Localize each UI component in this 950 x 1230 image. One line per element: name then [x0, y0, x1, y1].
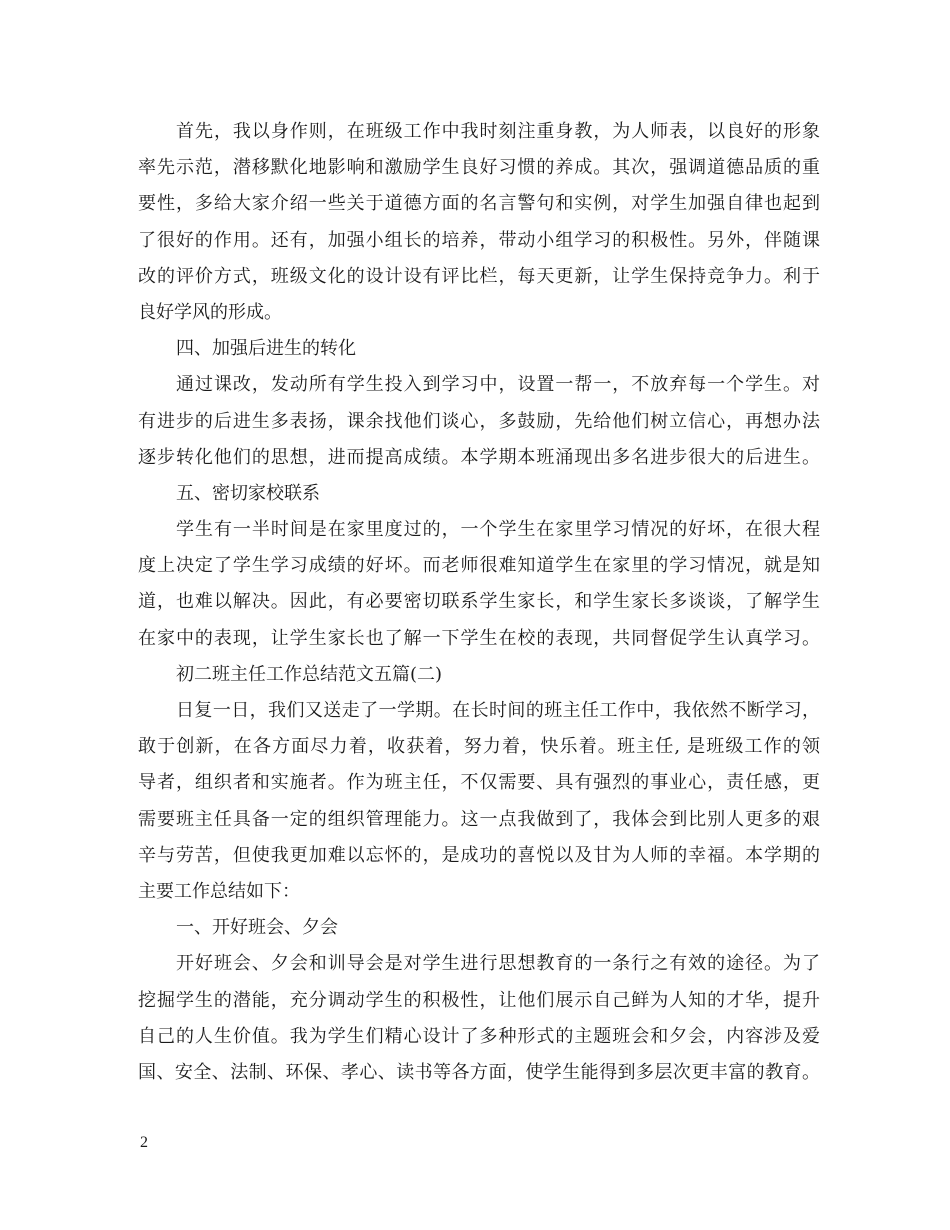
document-body — [138, 114, 820, 1091]
text-line: 改的评价方式，班级文化的设计设有评比栏，每天更新，让学生保持竞争力。利于 — [138, 265, 820, 287]
text-line: 国、安全、法制、环保、孝心、读书等各方面，使学生能得到多层次更丰富的教育。 — [138, 1061, 820, 1083]
text-line: 道，也难以解决。因此，有必要密切联系学生家长，和学生家长多谈谈，了解学生 — [138, 591, 820, 613]
text-line: 要性，多给大家介绍一些关于道德方面的名言警句和实例，对学生加强自律也起到 — [138, 193, 820, 215]
text-line: 自己的人生价值。我为学生们精心设计了多种形式的主题班会和夕会，内容涉及爱 — [138, 1025, 820, 1047]
text-line: 初二班主任工作总结范文五篇(二) — [176, 663, 443, 685]
text-line: 首先，我以身作则，在班级工作中我时刻注重身教，为人师表，以良好的形象 — [176, 121, 820, 142]
text-line: 日复一日，我们又送走了一学期。在长时间的班主任工作中，我依然不断学习， — [176, 700, 820, 721]
text-line: 了很好的作用。还有，加强小组长的培养，带动小组学习的积极性。另外，伴随课 — [138, 229, 820, 251]
text-line: 逐步转化他们的思想，进而提高成绩。本学期本班涌现出多名进步很大的后进生。 — [138, 446, 820, 468]
text-line: 敢于创新，在各方面尽力着，收获着，努力着，快乐着。班主任, 是班级工作的领 — [138, 736, 820, 758]
page-number: 2 — [140, 1134, 148, 1151]
text-line: 良好学风的形成。 — [138, 301, 282, 323]
text-line: 学生有一半时间是在家里度过的，一个学生在家里学习情况的好坏，在很大程 — [176, 519, 820, 541]
text-line: 有进步的后进生多表扬，课余找他们谈心，多鼓励，先给他们树立信心，再想办法 — [138, 410, 820, 432]
text-line: 在家中的表现，让学生家长也了解一下学生在校的表现，共同督促学生认真学习。 — [138, 627, 820, 649]
text-line: 五、密切家校联系 — [176, 482, 320, 504]
text-line: 通过课改，发动所有学生投入到学习中，设置一帮一，不放弃每一个学生。对 — [176, 374, 820, 396]
text-line: 辛与劳苦，但使我更加难以忘怀的，是成功的喜悦以及甘为人师的幸福。本学期的 — [138, 844, 820, 866]
text-line: 需要班主任具备一定的组织管理能力。这一点我做到了，我体会到比别人更多的艰 — [138, 808, 820, 830]
text-line: 四、加强后进生的转化 — [176, 338, 356, 360]
text-line: 一、开好班会、夕会 — [176, 917, 338, 939]
text-line: 挖掘学生的潜能，充分调动学生的积极性，让他们展示自己鲜为人知的才华，提升 — [138, 989, 820, 1011]
text-line: 开好班会、夕会和训导会是对学生进行思想教育的一条行之有效的途径。为了 — [176, 953, 820, 975]
text-line: 主要工作总结如下： — [138, 880, 300, 902]
text-line: 率先示范，潜移默化地影响和激励学生良好习惯的养成。其次，强调道德品质的重 — [138, 157, 820, 179]
text-line: 导者，组织者和实施者。作为班主任，不仅需要、具有强烈的事业心，责任感，更 — [138, 772, 820, 794]
text-line: 度上决定了学生学习成绩的好坏。而老师很难知道学生在家里的学习情况，就是知 — [138, 555, 820, 577]
